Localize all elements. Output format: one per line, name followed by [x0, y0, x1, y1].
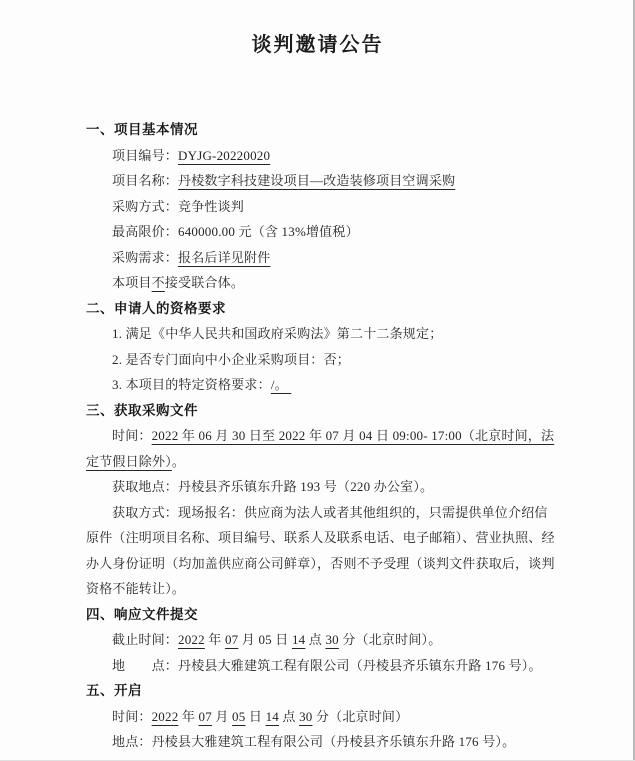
underlined-text: 不 [151, 275, 165, 290]
text-segment: 2. 是否专门面向中小企业采购项目：否； [112, 351, 351, 367]
text-segment: 分（北京时间）。 [338, 632, 442, 647]
text-segment: 项目名称： [112, 173, 179, 188]
page-title: 谈判邀请公告 [251, 34, 384, 56]
underlined-text: 30 [299, 708, 313, 724]
text-segment: 最高限价：640000.00 元（含 13%增值税） [112, 224, 359, 239]
document-content [86, 117, 556, 755]
paragraph [86, 245, 556, 271]
section-heading: 四、响应文件提交 [86, 606, 198, 622]
underlined-text: 报名后详见附件 [178, 249, 271, 265]
section [86, 602, 556, 679]
paragraph [86, 194, 556, 220]
section [86, 398, 556, 602]
text-segment: 获取地点：丹棱县齐乐镇东升路 193 号（220 办公室）。 [112, 479, 434, 494]
underlined-text: 30 [325, 632, 339, 647]
text-segment: 月 05 日 [238, 632, 292, 647]
paragraph [86, 729, 556, 755]
paragraph [86, 423, 556, 474]
paragraph [86, 704, 556, 730]
text-segment: 。 [171, 453, 186, 469]
text-segment: 分（北京时间） [312, 708, 409, 724]
section-heading: 三、获取采购文件 [86, 402, 198, 418]
section-heading: 一、项目基本情况 [86, 122, 198, 137]
text-segment: 项目编号： [112, 147, 179, 163]
section [86, 678, 556, 755]
paragraph [86, 143, 556, 169]
underlined-text: /。 [270, 377, 292, 392]
paragraph [86, 347, 556, 373]
underlined-text: 07 [198, 708, 212, 724]
paragraph [86, 627, 556, 653]
section [86, 117, 556, 296]
text-segment: 地点：丹棱县大雅建筑工程有限公司（丹棱县齐乐镇东升路 176 号）。 [112, 734, 516, 749]
paragraph [86, 168, 556, 194]
text-segment: 3. 本项目的特定资格要求： [112, 377, 271, 392]
text-segment: 接受联合体。 [164, 275, 245, 290]
underlined-text: 14 [265, 708, 279, 724]
underlined-text: 07 [224, 632, 239, 647]
underlined-text: 2022 [178, 632, 205, 647]
paragraph [86, 321, 556, 347]
text-segment: 采购需求： [112, 249, 179, 265]
text-segment: 本项目 [112, 275, 152, 290]
paragraph [86, 500, 556, 602]
text-segment: 月 [211, 708, 233, 724]
text-segment: 截止时间： [112, 632, 179, 647]
paragraph [86, 219, 556, 245]
section-heading: 五、开启 [86, 683, 142, 698]
text-segment: 1. 满足《中华人民共和国政府采购法》第二十二条规定； [112, 326, 443, 341]
text-segment: 年 [204, 632, 225, 647]
underlined-text: DYJG-20220020 [178, 147, 271, 163]
underlined-text: 2022 [151, 708, 179, 724]
text-segment: 时间： [112, 708, 152, 724]
text-segment: 时间： [112, 428, 152, 443]
paragraph [86, 653, 556, 679]
underlined-text: 丹棱数字科技建设项目—改造装修项目空调采购 [178, 173, 456, 188]
underlined-text: 2022 年 06 月 30 日至 2022 年 07 月 04 日 09:00- 17:00（北京时间，法定节假日除外） [86, 428, 555, 469]
underlined-text: 14 [291, 632, 306, 647]
text-segment: 获取方式：现场报名：供应商为法人或者其他组织的，只需提供单位介绍信原件（注明项目名称、项目编号、联系人及联系电话、电子邮箱）、营业执照、经办人身份证明（均加盖供应商公司鲜章），否则不予受理（谈判文件获取后，谈判资格不能转让）。 [86, 504, 555, 596]
section-heading: 二、申请人的资格要求 [86, 300, 226, 316]
text-segment: 点 [305, 632, 326, 647]
text-segment: 日 [245, 708, 266, 724]
text-segment: 地 点：丹棱县大雅建筑工程有限公司（丹棱县齐乐镇东升路 176 号）。 [112, 657, 542, 673]
paragraph [86, 372, 556, 398]
paragraph [86, 474, 556, 500]
underlined-text: 05 [232, 708, 246, 724]
section [86, 296, 556, 398]
text-segment: 年 [178, 708, 199, 724]
paragraph [86, 270, 556, 296]
text-segment: 采购方式：竞争性谈判 [112, 198, 245, 214]
text-segment: 点 [278, 708, 300, 724]
